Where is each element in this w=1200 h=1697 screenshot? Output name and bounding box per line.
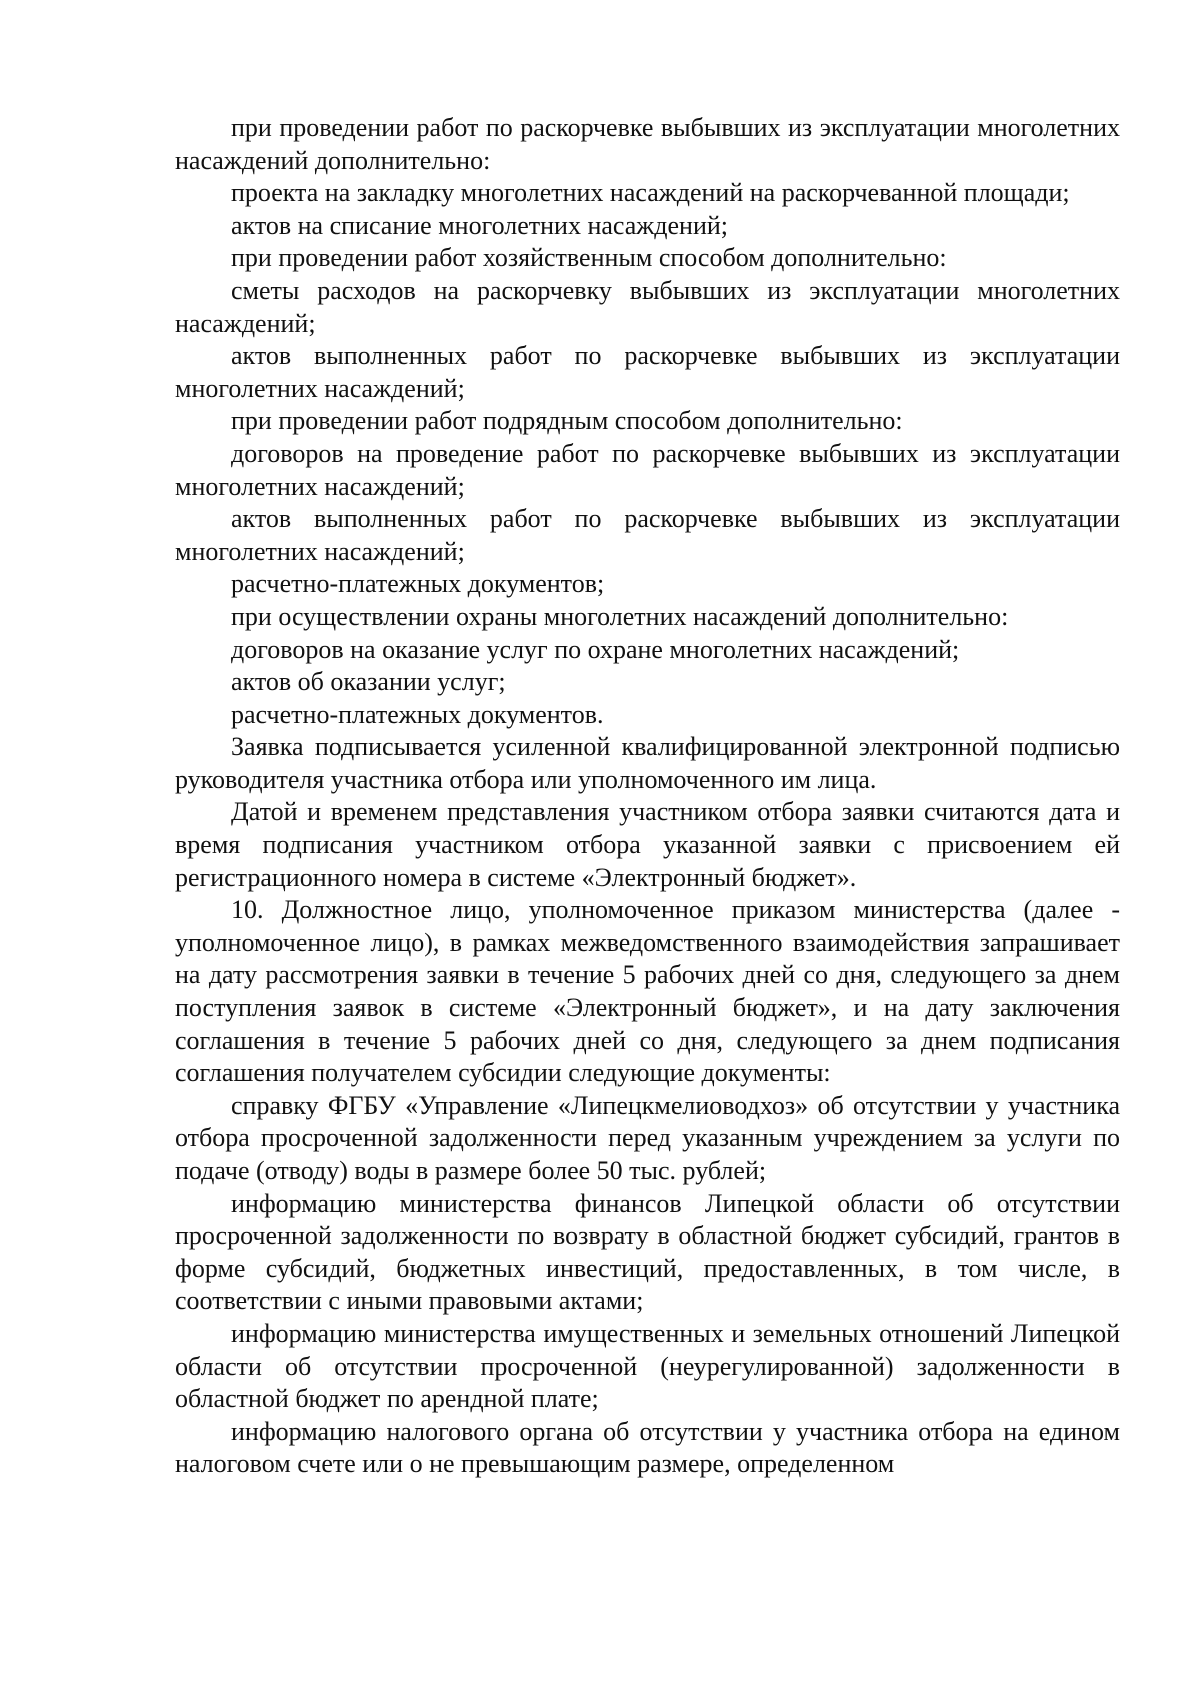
paragraph-protection-intro: при осуществлении охраны многолетних насаждений дополнительно: xyxy=(231,601,1009,631)
paragraph-uprooting-intro: при проведении работ по раскорчевке выбывших из эксплуатации многолетних насаждений дополнительно: xyxy=(175,113,1120,175)
paragraph-property-ministry-info: информацию министерства имущественных и земельных отношений Липецкой области об отсутствии просроченной (неурегулированной) задолженности в областной бюджет по арендной плате; xyxy=(175,1318,1120,1414)
paragraph-finance-ministry-info: информацию министерства финансов Липецкой области об отсутствии просроченной задолженности по возврату в областной бюджет субсидий, грантов в форме субсидий, бюджетных инвестиций, предоставленных, в том числе, в соответствии с иными правовыми актами; xyxy=(175,1188,1120,1316)
paragraph-reclamation-certificate: справку ФГБУ «Управление «Липецкмелиоводхоз» об отсутствии у участника отбора просроченной задолженности перед указанным учреждением за услуги по подаче (отводу) воды в размере более 50 тыс. рублей; xyxy=(175,1090,1120,1185)
paragraph-cost-estimate: сметы расходов на раскорчевку выбывших из эксплуатации многолетних насаждений; xyxy=(175,275,1120,338)
paragraph-payment-docs-1: расчетно-платежных документов; xyxy=(231,569,605,599)
paragraph-payment-docs-2: расчетно-платежных документов. xyxy=(231,699,604,729)
paragraph-work-contracts: договоров на проведение работ по раскорчевке выбывших из эксплуатации многолетних насаждений; xyxy=(175,438,1120,501)
paragraph-contract-method: при проведении работ подрядным способом дополнительно: xyxy=(231,406,903,436)
paragraph-planting-project: проекта на закладку многолетних насаждений на раскорчеванной площади; xyxy=(231,178,1070,208)
paragraph-item-10: 10. Должностное лицо, уполномоченное приказом министерства (далее - уполномоченное лицо), в рамках межведомственного взаимодействия запрашивает на дату рассмотрения заявки в течение 5 рабочих дней со дня, следующего за днем поступления заявок в системе «Электронный бюджет», и на дату заключения соглашения в течение 5 рабочих дней со дня, следующего за днем подписания соглашения получателем субсидии следующие документы: xyxy=(175,895,1120,1088)
paragraph-completion-acts-2: актов выполненных работ по раскорчевке выбывших из эксплуатации многолетних насаждений; xyxy=(175,504,1120,566)
document-page xyxy=(175,112,1120,1481)
paragraph-write-off-acts: актов на списание многолетних насаждений; xyxy=(231,210,729,240)
paragraph-in-house-method: при проведении работ хозяйственным способом дополнительно: xyxy=(231,243,947,273)
paragraph-application-signature: Заявка подписывается усиленной квалифицированной электронной подписью руководителя участника отбора или уполномоченного им лица. xyxy=(175,732,1120,794)
paragraph-tax-authority-info: информацию налогового органа об отсутствии у участника отбора на едином налоговом счете или о не превышающим размере, определенном xyxy=(175,1416,1120,1479)
paragraph-submission-date: Датой и временем представления участником отбора заявки считаются дата и время подписания участником отбора указанной заявки с присвоением ей регистрационного номера в системе «Электронный бюджет». xyxy=(175,797,1120,892)
paragraph-protection-contracts: договоров на оказание услуг по охране многолетних насаждений; xyxy=(231,634,960,664)
paragraph-service-acts: актов об оказании услуг; xyxy=(231,667,506,697)
paragraph-completion-acts-1: актов выполненных работ по раскорчевке выбывших из эксплуатации многолетних насаждений; xyxy=(175,341,1120,403)
